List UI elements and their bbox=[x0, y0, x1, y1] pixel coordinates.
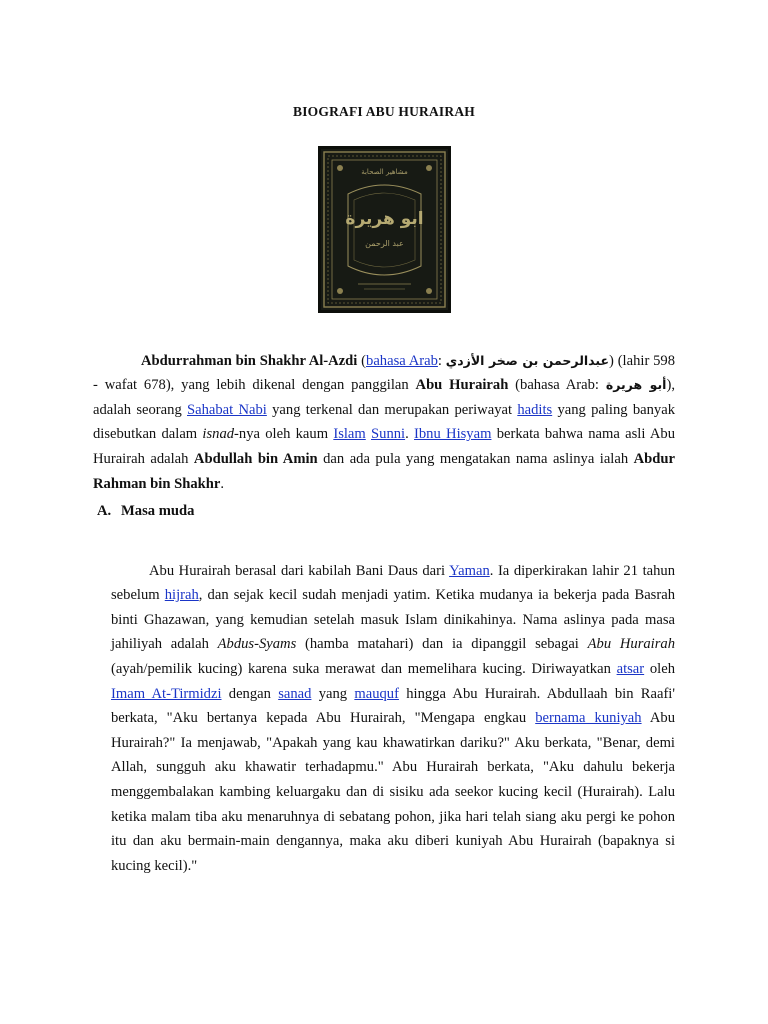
text: dan ada pula yang mengatakan nama aslinya ialah bbox=[317, 450, 634, 467]
link-mauquf[interactable]: mauquf bbox=[354, 685, 399, 702]
text: . bbox=[220, 475, 225, 492]
text: ( bbox=[357, 352, 367, 369]
link-sahabat-nabi[interactable]: Sahabat Nabi bbox=[187, 401, 267, 418]
link-bernama-kuniyah[interactable]: bernama kuniyah bbox=[535, 710, 642, 727]
text: ) (lahir 598 - wafat 678), yang lebih dikenal dengan panggilan bbox=[93, 352, 675, 394]
section-number: A. bbox=[97, 503, 112, 519]
link-ibnu-hisyam[interactable]: Ibnu Hisyam bbox=[414, 426, 492, 443]
abdus-syams-italic: Abdus-Syams bbox=[217, 636, 297, 653]
book-cover-image bbox=[318, 146, 451, 313]
link-sanad[interactable]: sanad bbox=[278, 685, 312, 702]
text: Abu Hurairah?" Ia menjawab, "Apakah yang kau khawatirkan dariku?" Aku berkata, "Benar, demi Allah, sungguh aku khawatir terhadapmu." Abu Hurairah berkata, "Aku dahulu bekerja menggembalakan kambing keluargaku dan di sisiku ada seekor kucing kecil (Hurairah). Lalu ketika malam tiba aku menaruhnya di sebatang pohon, jika hari telah siang aku pergi ke pohon itu dan aku bermain-main dengannya, maka aku diberi kuniyah Abu Hurairah (bapaknya si kucing kecil)." bbox=[111, 710, 675, 874]
text: yang paling banyak disebutkan dalam bbox=[93, 401, 675, 443]
text: , dan sejak kecil sudah menjadi yatim. Ketika mudanya ia bekerja pada Basrah binti Ghazawan, yang kemudian setelah masuk Islam dinikahinya. Nama aslinya pada masa jahiliyah adalah bbox=[111, 587, 675, 653]
cover-top-text: مشاهير الصحابة bbox=[361, 168, 408, 176]
subject-name: Abdurrahman bin Shakhr Al-Azdi bbox=[141, 352, 358, 369]
text: . bbox=[405, 426, 415, 443]
cover-sub-text: عبد الرحمن bbox=[365, 239, 404, 248]
isnad-italic: isnad bbox=[202, 426, 235, 443]
text: . Ia diperkirakan lahir 21 tahun sebelum bbox=[111, 562, 675, 604]
text: berkata bahwa nama asli Abu Hurairah adalah bbox=[93, 426, 675, 467]
text: hingga Abu Hurairah. Abdullaah bin Raafi' berkata, "Aku bertanya kepada Abu Hurairah, "Mengapa engkau bbox=[111, 685, 675, 727]
link-hijrah[interactable]: hijrah bbox=[164, 587, 199, 604]
kunya-bold: Abu Hurairah bbox=[415, 377, 509, 394]
text: Abu Hurairah berasal dari kabilah Bani Daus dari bbox=[149, 562, 450, 579]
text: yang terkenal dan merupakan periwayat bbox=[266, 401, 518, 418]
link-hadits[interactable]: hadits bbox=[517, 401, 553, 418]
abu-hurairah-italic: Abu Hurairah bbox=[587, 636, 675, 653]
link-sunni[interactable]: Sunni bbox=[371, 426, 406, 443]
section-heading-masa-muda bbox=[97, 503, 194, 520]
link-yaman[interactable]: Yaman bbox=[449, 562, 490, 579]
text: dengan bbox=[221, 685, 279, 702]
text: oleh bbox=[644, 660, 675, 677]
text: (hamba matahari) dan ia dipanggil sebagai bbox=[296, 636, 588, 653]
text: yang bbox=[311, 685, 355, 702]
link-atsar[interactable]: atsar bbox=[616, 660, 645, 677]
text: (ayah/pemilik kucing) karena suka merawat dan memelihara kucing. Diriwayatkan bbox=[111, 660, 617, 677]
section-title: Masa muda bbox=[121, 503, 195, 519]
text: : bbox=[437, 352, 446, 369]
text: (bahasa Arab: bbox=[508, 377, 606, 394]
cover-main-title: ابو هريرة bbox=[345, 209, 424, 229]
link-bahasa-arab[interactable]: bahasa Arab bbox=[366, 352, 438, 369]
intro-paragraph bbox=[93, 349, 675, 497]
page-title: BIOGRAFI ABU HURAIRAH bbox=[293, 104, 475, 119]
masa-muda-paragraph bbox=[111, 559, 675, 879]
text: ), adalah seorang bbox=[93, 377, 675, 418]
arabic-full-name: عبدالرحمن بن صخر الأزدي bbox=[445, 352, 610, 368]
text: -nya oleh kaum bbox=[234, 426, 334, 443]
alt-name-bold: Abdur Rahman bin Shakhr bbox=[93, 450, 675, 492]
real-name-bold: Abdullah bin Amin bbox=[193, 450, 318, 467]
arabic-kunya: أبو هريرة bbox=[605, 377, 667, 393]
link-islam[interactable]: Islam bbox=[333, 426, 366, 443]
link-imam-at-tirmidzi[interactable]: Imam At-Tirmidzi bbox=[111, 685, 222, 702]
